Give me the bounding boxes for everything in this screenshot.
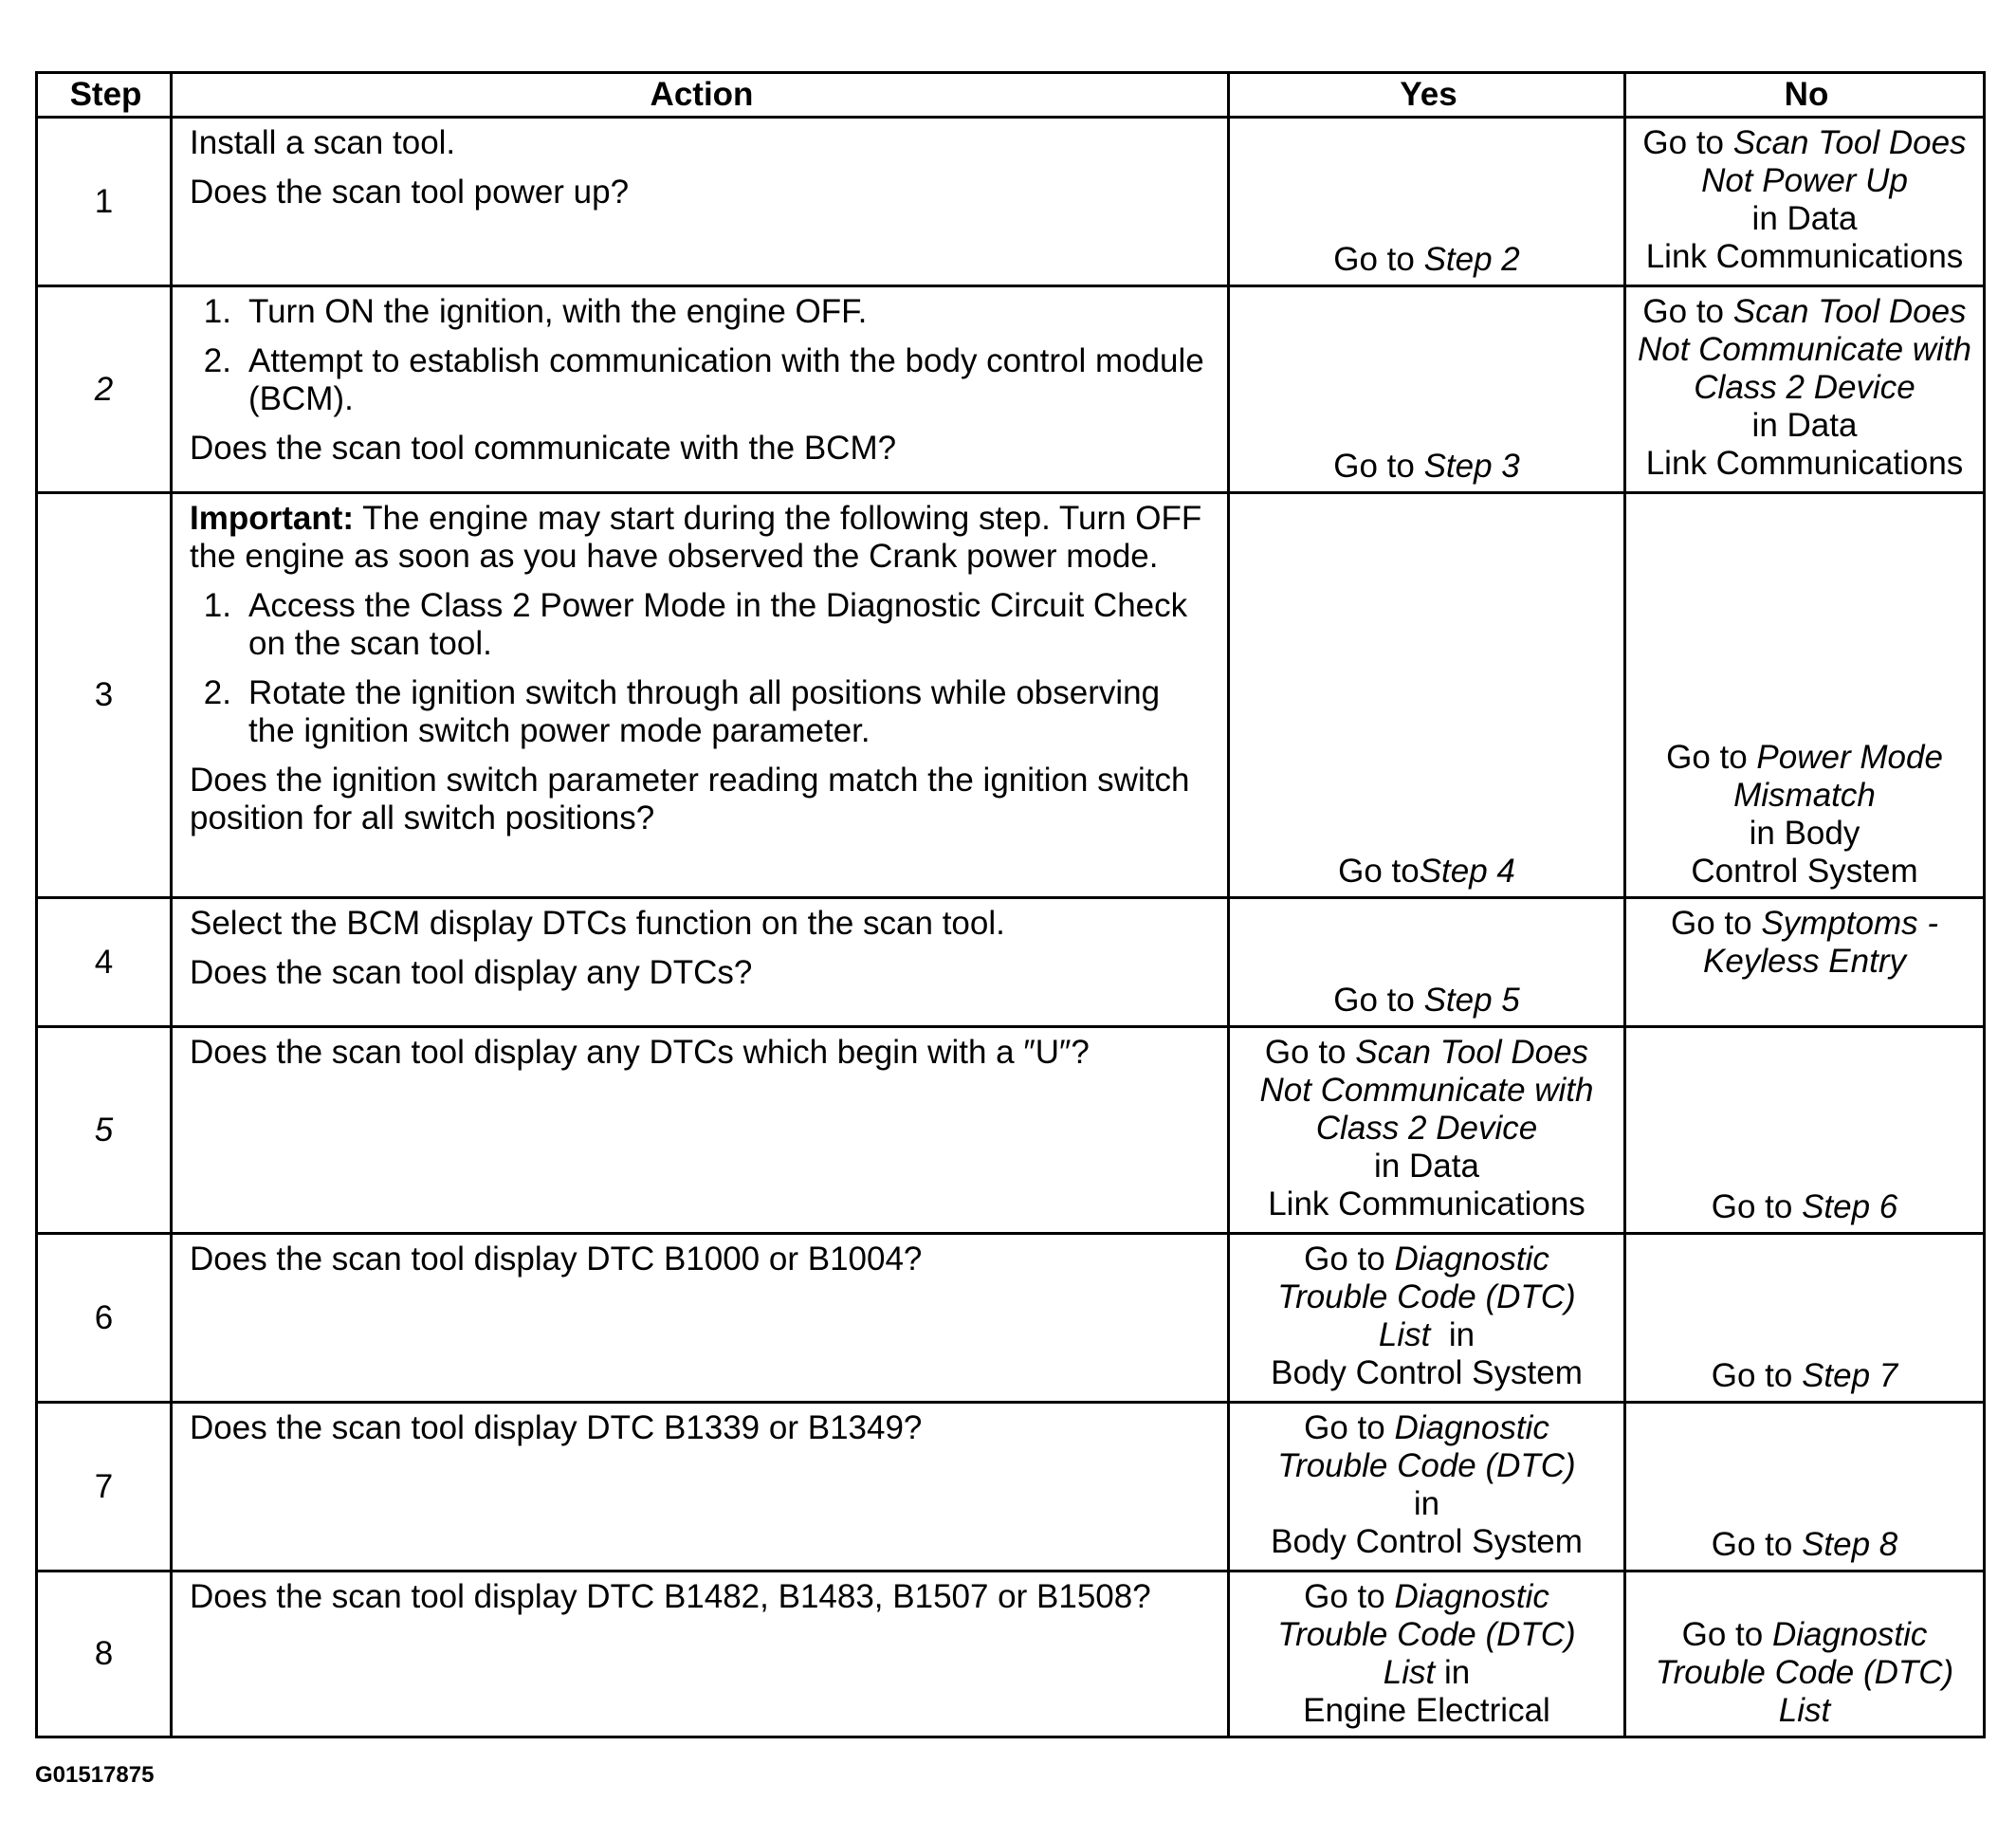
no-text-line: Control System (1691, 853, 1918, 890)
header-no: No (1625, 73, 1985, 118)
yes-link-line[interactable]: List in (1383, 1654, 1471, 1691)
yes-cell (1229, 1234, 1625, 1403)
step-number: 4 (37, 898, 172, 1027)
yes-text-line: Body Control System (1271, 1354, 1583, 1391)
action-question: Does the scan tool display any DTCs? (190, 954, 753, 991)
table-row (37, 1571, 1985, 1737)
no-link[interactable]: Go to Power Mode (1666, 739, 1943, 776)
action-question: Does the scan tool communicate with the BCM? (190, 430, 897, 467)
step-number: 5 (37, 1027, 172, 1234)
action-cell (172, 286, 1229, 493)
table-row (37, 898, 1985, 1027)
figure-id: G01517875 (35, 1762, 155, 1788)
no-cell (1625, 898, 1985, 1027)
no-text-line: Link Communications (1645, 445, 1964, 482)
table-row (37, 1234, 1985, 1403)
yes-text-line: Engine Electrical (1303, 1692, 1550, 1729)
yes-link-line[interactable]: Trouble Code (DTC) (1277, 1278, 1576, 1315)
action-cell (172, 493, 1229, 898)
yes-cell (1229, 1027, 1625, 1234)
no-link[interactable]: Go to Step 7 (1711, 1357, 1898, 1394)
action-list-item: 2. Rotate the ignition switch through all positions while observing the ignition switch power mode parameter. (203, 674, 1161, 749)
no-text-line: in Data (1751, 200, 1858, 237)
no-cell (1625, 118, 1985, 286)
action-cell (172, 1571, 1229, 1737)
yes-link-line[interactable]: Trouble Code (DTC) (1277, 1616, 1576, 1653)
action-question: Does the scan tool power up? (190, 174, 630, 211)
action-list-item: 2. Attempt to establish communication with the body control module (BCM). (203, 342, 1204, 417)
no-text-line: Link Communications (1645, 238, 1964, 275)
yes-cell (1229, 898, 1625, 1027)
no-cell (1625, 493, 1985, 898)
yes-link[interactable]: Go toStep 4 (1338, 853, 1515, 890)
yes-link-line[interactable]: List in (1378, 1316, 1475, 1353)
no-text-line: in Body (1749, 815, 1860, 852)
action-cell (172, 898, 1229, 1027)
action-question: Does the scan tool display DTC B1482, B1483, B1507 or B1508? (190, 1578, 1151, 1615)
action-cell (172, 118, 1229, 286)
no-link[interactable]: Go to Scan Tool Does (1642, 293, 1967, 330)
header-yes: Yes (1229, 73, 1625, 118)
no-link-line[interactable]: Not Communicate with (1637, 331, 1972, 368)
action-question: Does the scan tool display any DTCs which begin with a ″U″? (190, 1034, 1090, 1071)
table-row (37, 1403, 1985, 1571)
step-number: 7 (37, 1403, 172, 1571)
table-row (37, 286, 1985, 493)
no-link-line[interactable]: Mismatch (1733, 777, 1876, 814)
yes-link[interactable]: Go to Scan Tool Does (1264, 1034, 1589, 1071)
important-note: Important: The engine may start during the following step. Turn OFF the engine as soon as you have observed the Crank power mode. (190, 500, 1202, 575)
no-link[interactable]: Go to Scan Tool Does (1642, 124, 1967, 161)
step-number: 3 (37, 493, 172, 898)
step-number: 8 (37, 1571, 172, 1737)
no-cell (1625, 1571, 1985, 1737)
action-list-item: 1. Access the Class 2 Power Mode in the Diagnostic Circuit Check on the scan tool. (203, 587, 1188, 662)
yes-text-line: Body Control System (1271, 1523, 1583, 1560)
yes-link-line[interactable]: Trouble Code (DTC) (1277, 1447, 1576, 1484)
action-question: Does the ignition switch parameter reading match the ignition switch position for all switch positions? (190, 762, 1190, 836)
yes-link[interactable]: Go to Step 3 (1333, 448, 1520, 485)
header-step: Step (37, 73, 172, 118)
action-text: Install a scan tool. (190, 124, 456, 161)
yes-text-line: Link Communications (1268, 1186, 1585, 1222)
yes-cell (1229, 493, 1625, 898)
table-row (37, 118, 1985, 286)
header-action: Action (172, 73, 1229, 118)
no-link[interactable]: Go to Step 6 (1711, 1188, 1898, 1225)
yes-cell (1229, 286, 1625, 493)
no-link-line[interactable]: Trouble Code (DTC) (1655, 1654, 1954, 1691)
no-link-line[interactable]: List (1778, 1692, 1831, 1729)
step-number: 1 (37, 118, 172, 286)
no-text-line: in Data (1751, 407, 1858, 444)
yes-link[interactable]: Go to Diagnostic (1304, 1578, 1549, 1615)
yes-cell (1229, 1403, 1625, 1571)
yes-cell (1229, 118, 1625, 286)
no-link-line[interactable]: Not Power Up (1701, 162, 1908, 199)
no-cell (1625, 286, 1985, 493)
step-number: 6 (37, 1234, 172, 1403)
action-cell (172, 1234, 1229, 1403)
yes-link-line[interactable]: Class 2 Device (1315, 1110, 1538, 1147)
yes-link-line[interactable]: Not Communicate with (1259, 1072, 1594, 1109)
action-cell (172, 1403, 1229, 1571)
yes-text-line: in (1413, 1485, 1440, 1522)
table-row (37, 493, 1985, 898)
action-cell (172, 1027, 1229, 1234)
no-cell (1625, 1027, 1985, 1234)
yes-text-line: in Data (1374, 1148, 1479, 1185)
action-question: Does the scan tool display DTC B1339 or B1349? (190, 1409, 923, 1446)
yes-link[interactable]: Go to Step 5 (1333, 982, 1520, 1019)
no-link-line[interactable]: Class 2 Device (1694, 369, 1915, 406)
yes-cell (1229, 1571, 1625, 1737)
table-row (37, 1027, 1985, 1234)
action-question: Does the scan tool display DTC B1000 or B1004? (190, 1241, 923, 1277)
yes-link[interactable]: Go to Diagnostic (1304, 1241, 1549, 1277)
no-link[interactable]: Go to Step 8 (1711, 1526, 1898, 1563)
no-link-line[interactable]: Keyless Entry (1703, 943, 1906, 980)
step-number: 2 (37, 286, 172, 493)
yes-link[interactable]: Go to Step 2 (1333, 241, 1520, 278)
no-cell (1625, 1403, 1985, 1571)
no-link[interactable]: Go to Diagnostic (1681, 1616, 1928, 1653)
no-cell (1625, 1234, 1985, 1403)
table-header-row (37, 73, 1985, 118)
diagnostic-table (35, 71, 1986, 1738)
action-list-item: 1. Turn ON the ignition, with the engine OFF. (203, 293, 868, 330)
action-text: Select the BCM display DTCs function on the scan tool. (190, 905, 1005, 942)
yes-link[interactable]: Go to Diagnostic (1304, 1409, 1549, 1446)
no-link[interactable]: Go to Symptoms - (1670, 905, 1939, 942)
